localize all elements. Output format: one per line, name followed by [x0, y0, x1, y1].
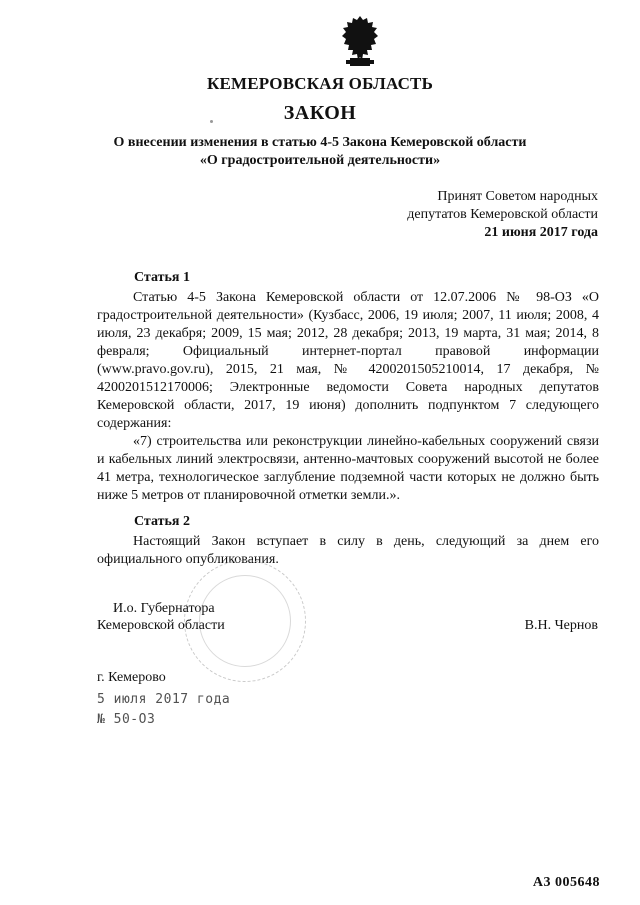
- signatory-position-line-2: Кемеровской области: [97, 618, 225, 633]
- article-1-quote: [97, 433, 599, 505]
- law-number-typed: № 50-ОЗ: [97, 712, 156, 727]
- signing-city: г. Кемерово: [97, 670, 166, 685]
- article-1-title: Статья 1: [134, 270, 190, 285]
- form-serial-number: А3 005648: [532, 875, 600, 890]
- article-1-quote-text: «7) строительства или реконструкции линейно-кабельных сооружений связи и кабельных линий электросвязи, антенно-мачтовых сооружений высотой не более 41 метра, технологическое заглубление подземной части которых не должно быть ниже 5 метров от планировочной отметки земли.».: [97, 434, 599, 503]
- law-subtitle: [0, 134, 640, 170]
- accepted-date: 21 июня 2017 года: [484, 225, 598, 240]
- article-1-text: Статью 4-5 Закона Кемеровской области от 12.07.2006 № 98-ОЗ «О градостроительной деятельности» (Кузбасс, 2006, 19 июля; 2007, 11 июля; 2008, 4 июля, 23 декабря; 2009, 15 мая; 2012, 28 декабря; 2013, 19 марта, 31 мая; 2014, 8 февраля; Официальный интернет-портал правовой информации (www.pravo.gov.ru), 2015, 21 мая, № 4200201505210014, 17 декабря, № 4200201512170006; Электронные ведомости Совета народных депутатов Кемеровской области, 2017, 19 июня) дополнить подпунктом 7 следующего содержания:: [97, 290, 599, 431]
- article-2-text: Настоящий Закон вступает в силу в день, следующий за днем его официального опубликования.: [97, 534, 599, 567]
- document-type-title: ЗАКОН: [283, 102, 357, 124]
- coat-of-arms-emblem: [338, 14, 382, 68]
- signatory-name: В.Н. Чернов: [524, 618, 598, 633]
- signing-date-typed: 5 июля 2017 года: [97, 692, 231, 707]
- article-1-body: [97, 289, 599, 433]
- subtitle-line-2: «О градостроительной деятельности»: [199, 153, 441, 168]
- region-title: КЕМЕРОВСКАЯ ОБЛАСТЬ: [206, 74, 434, 93]
- subtitle-line-1: О внесении изменения в статью 4-5 Закона Кемеровской области: [113, 135, 527, 150]
- article-2-title: Статья 2: [134, 514, 190, 529]
- accepted-line-1: Принят Советом народных: [437, 189, 598, 204]
- signatory-position-line-1: И.о. Губернатора: [113, 601, 215, 616]
- accepted-line-2: депутатов Кемеровской области: [407, 207, 598, 222]
- acceptance-block: [407, 188, 598, 242]
- article-2-body: [97, 533, 599, 569]
